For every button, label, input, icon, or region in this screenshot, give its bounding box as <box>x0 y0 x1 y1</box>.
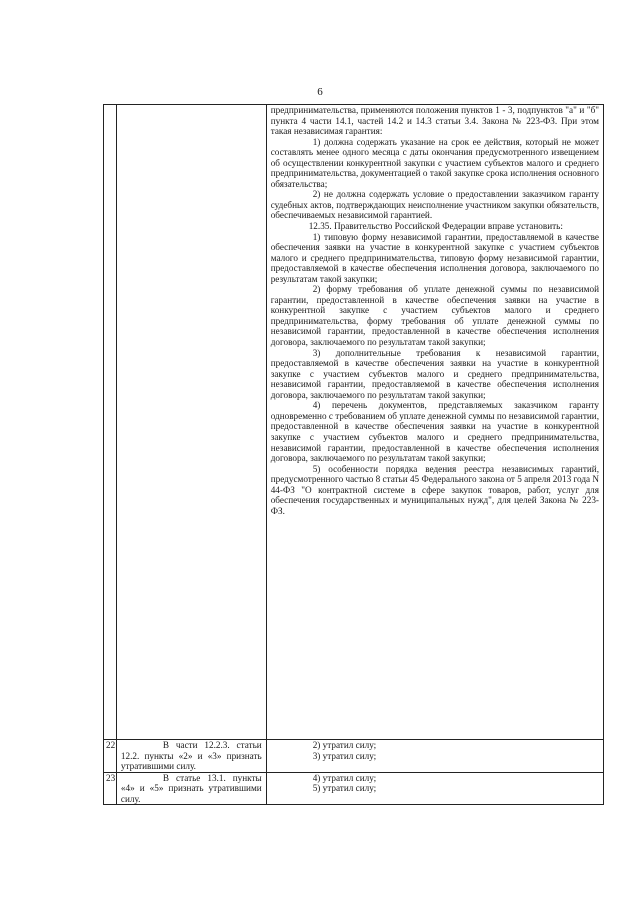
list-item: 3) утратил силу; <box>312 750 377 761</box>
paragraph: В статье 13.1. пункты «4» и «5» признать утратившими силу. <box>120 772 262 804</box>
paragraph: 2) не должна содержать условие о предоставлении заказчиком гаранту судебных актов, подтверждающих неисполнение участником закупки обязательств, обеспечиваемых независимой гарантией. <box>270 189 599 221</box>
paragraph: 5) особенности порядка ведения реестра независимых гарантий, предусмотренного частью 8 статьи 45 Федерального закона от 5 апреля 2013 года N 44-ФЗ "О контрактной системе в сфере закупок товаров, работ, услуг для обеспечения государственных и муниципальных нужд", для целей Закона № 223-ФЗ. <box>270 463 600 516</box>
paragraph: 12.35. Правительство Российской Федерации вправе установить: <box>308 221 563 232</box>
row-text-cell <box>266 105 603 740</box>
row-number: 23 <box>104 772 117 805</box>
table-row <box>104 740 604 773</box>
paragraph: 3) дополнительные требования к независимой гарантии, предоставляемой в качестве обеспечения заявки на участие в конкурентной закупке с участием субъектов малого и среднего предпринимательства, независимой гарантии, предоставляемой в качестве обеспечения исполнения договора, заключаемого по результатам такой закупки; <box>270 347 599 400</box>
paragraph: В части 12.2.3. статьи 12.2. пункты «2» и «3» признать утратившими силу. <box>120 740 262 772</box>
row-description <box>116 740 266 773</box>
row-items <box>266 740 603 773</box>
row-description-cell <box>116 105 266 740</box>
list-item: 5) утратил силу; <box>312 783 377 794</box>
row-number-cell <box>104 105 117 740</box>
table-row <box>104 105 604 740</box>
paragraph: 4) перечень документов, представляемых заказчиком гаранту одновременно с требованием об уплате денежной суммы по независимой гарантии, предоставленной в качестве обеспечения заявки на участие в конкурентной закупке с участием субъектов малого и среднего предпринимательства, независимой гарантии, предоставленной в качестве обеспечения исполнения договора, заключаемого по результатам такой закупки; <box>270 400 599 464</box>
row-items <box>266 772 603 805</box>
amendments-table <box>103 104 604 805</box>
table-row <box>104 772 604 805</box>
paragraph: 1) типовую форму независимой гарантии, предоставляемой в качестве обеспечения заявки на участие в конкурентной закупке с участием субъектов малого и среднего предпринимательства, типовую форму независимой гарантии, предоставляемой в качестве обеспечения исполнения договора, заключаемого по результатам такой закупки; <box>270 231 599 284</box>
list-item: 2) утратил силу; <box>312 740 377 750</box>
paragraph: 2) форму требования об уплате денежной суммы по независимой гарантии, предоставленной в качестве обеспечения заявки на участие в конкурентной закупке с участием субъектов малого и среднего предпринимательства, форму требования об уплате денежной суммы по независимой гарантии, предоставленной в качестве обеспечения исполнения договора, заключаемого по результатам такой закупки; <box>270 284 599 348</box>
row-number: 22 <box>104 740 117 773</box>
page-number: 6 <box>317 86 323 98</box>
paragraph: предпринимательства, применяются положения пунктов 1 - 3, подпунктов "а" и "б" пункта 4 части 14.1, частей 14.2 и 14.3 статьи 3.4. Закона № 223-ФЗ. При этом такая независимая гарантия: <box>270 105 599 137</box>
paragraph: 1) должна содержать указание на срок ее действия, который не может составлять менее одного месяца с даты окончания предусмотренного извещением об осуществлении конкурентной закупки с участием субъектов малого и среднего предпринимательства, документацией о такой закупке срока исполнения основного обязательства; <box>270 136 599 189</box>
list-item: 4) утратил силу; <box>312 772 377 783</box>
row-description <box>116 772 266 805</box>
